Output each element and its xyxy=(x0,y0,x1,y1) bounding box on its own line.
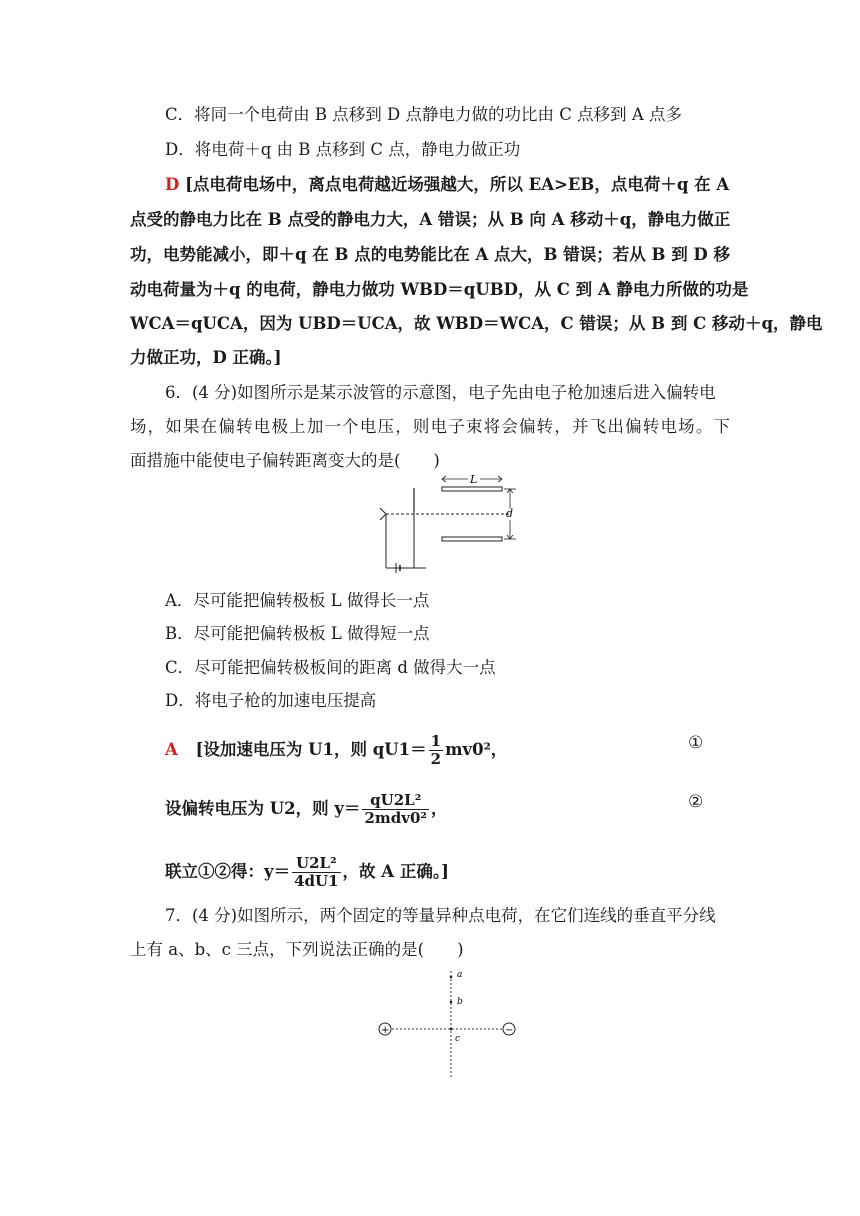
q6-stem-line-3: 面措施中能使电子偏转距离变大的是( ) xyxy=(130,451,440,470)
fraction-deflection: $\frac{\text{qU2L²}}{\text{2mdv0²}}$ xyxy=(364,791,427,827)
q6-solution-line-2: 设偏转电压为 U2，则 y＝ $\frac{\text{qU2L²}}{\text{2mdv0²}}$ ， xyxy=(165,791,448,827)
q6-answer: A xyxy=(165,740,178,759)
q6-stem-line-2: 场，如果在偏转电极上加一个电压，则电子束将会偏转，并飞出偏转电场。下 xyxy=(130,417,730,436)
q5-option-c: C．将同一个电荷由 B 点移到 D 点静电力做的功比由 C 点移到 A 点多 xyxy=(165,105,682,124)
point-b-label: b xyxy=(457,997,463,1007)
fraction-result: $\frac{\text{U2L²}}{4dU1}$ xyxy=(294,854,339,890)
q6-solution-line-1: A [设加速电压为 U1，则 qU1＝ $\frac{1}{2}$ mv0²， xyxy=(165,732,508,768)
q5-explanation-line-5: WCA＝qUCA，因为 UBD＝UCA，故 WBD＝WCA，C 错误；从 B 到 C 移动＋q，静电 xyxy=(130,314,823,333)
equation-mark-2: ② xyxy=(688,792,704,812)
q6-option-d: D．将电子枪的加速电压提高 xyxy=(165,691,377,710)
q7-stem-line-2: 上有 a、b、c 三点，下列说法正确的是( ) xyxy=(130,940,464,959)
q6-option-a: A．尽可能把偏转极板 L 做得长一点 xyxy=(165,591,430,610)
point-c-label: c xyxy=(455,1034,461,1044)
oscilloscope-tube-figure xyxy=(370,470,530,580)
q5-answer: D xyxy=(165,175,180,194)
fraction-half: $\frac{1}{2}$ xyxy=(430,732,442,768)
plate-gap-label: d xyxy=(506,507,514,520)
dipole-charges-figure xyxy=(370,965,530,1083)
q7-stem-line-1: 7．(4 分)如图所示，两个固定的等量异种点电荷，在它们连线的垂直平分线 xyxy=(165,906,716,925)
negative-charge: − xyxy=(505,1025,514,1036)
q5-explanation-line-4: 动电荷量为＋q 的电荷，静电力做功 WBD＝qUBD，从 C 到 A 静电力所做的功是 xyxy=(130,280,749,299)
plate-length-label: L xyxy=(470,473,478,486)
equation-mark-1: ① xyxy=(688,733,704,753)
q5-option-d: D．将电荷＋q 由 B 点移到 C 点，静电力做正功 xyxy=(165,140,521,159)
q5-explanation-line-1: D [点电荷电场中，离点电荷越近场强越大，所以 EA>EB，点电荷＋q 在 A xyxy=(165,175,730,194)
q5-explanation-line-2: 点受的静电力比在 B 点受的静电力大，A 错误；从 B 向 A 移动＋q，静电力做正 xyxy=(130,210,731,229)
q6-option-c: C．尽可能把偏转极板间的距离 d 做得大一点 xyxy=(165,658,496,677)
point-a-label: a xyxy=(457,970,463,980)
positive-charge: + xyxy=(381,1025,390,1036)
q5-explanation-line-3: 功，电势能减小，即＋q 在 B 点的电势能比在 A 点大，B 错误；若从 B 到 D 移 xyxy=(130,245,730,264)
q5-explanation-line-6: 力做正功，D 正确。] xyxy=(130,348,282,367)
q6-stem-line-1: 6．(4 分)如图所示是某示波管的示意图，电子先由电子枪加速后进入偏转电 xyxy=(165,383,716,402)
q6-option-b: B．尽可能把偏转极板 L 做得短一点 xyxy=(165,624,430,643)
q6-solution-line-3: 联立①②得：y＝ $\frac{\text{U2L²}}{4dU1}$ ，故 A 正确。] xyxy=(165,854,449,890)
